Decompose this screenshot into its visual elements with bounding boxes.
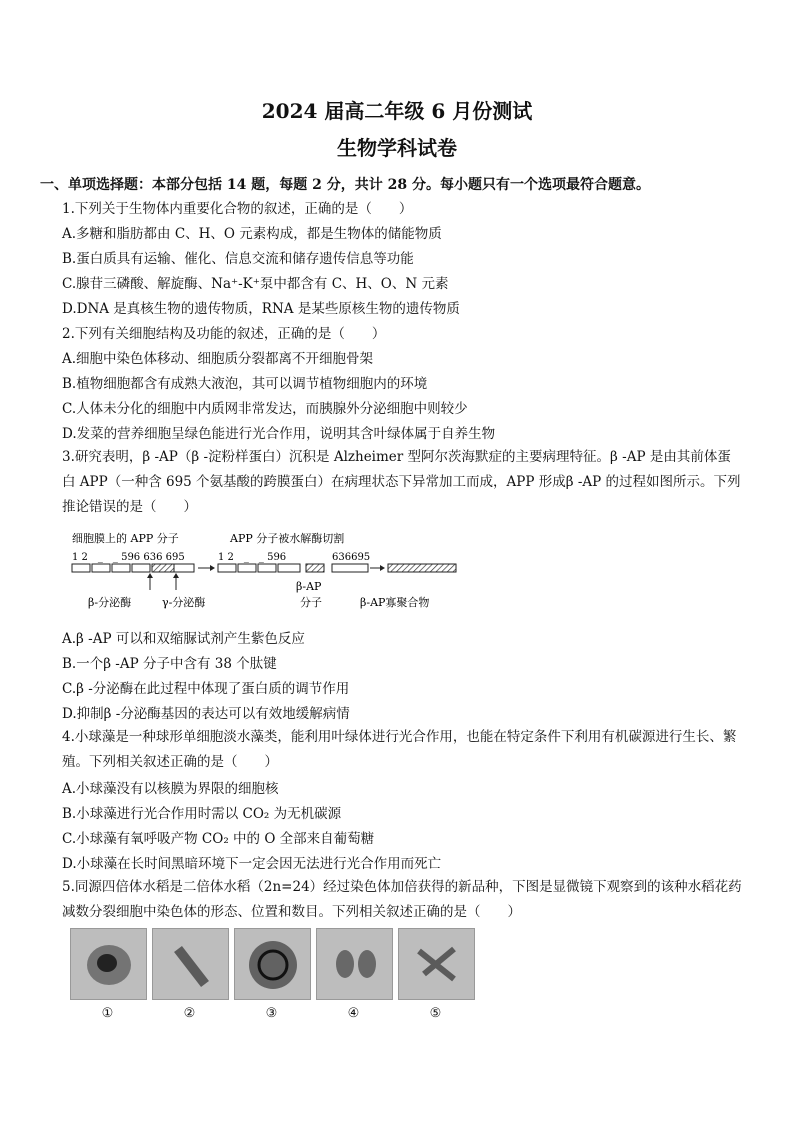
q3-stem: 3.研究表明，β -AP（β -淀粉样蛋白）沉积是 Alzheimer 型阿尔茨海默症的主要病理特征。β -AP 是由其前体蛋白 APP（一种含 695 个氨基酸的跨膜蛋白）在病理状态下异常加工而成，APP 形成β -AP 的过程如图所示。下列推论错误的是（ ） [62, 449, 741, 515]
q1-option-a: A.多糖和脂肪都由 C、H、O 元素构成，都是生物体的储能物质 [62, 226, 442, 242]
micrograph-3 [234, 928, 311, 1000]
q1-stem: 1.下列关于生物体内重要化合物的叙述，正确的是（ ） [62, 201, 413, 217]
fig-beta-secretase: β-分泌酶 [88, 596, 132, 609]
app-cut-chain [218, 564, 300, 572]
micrograph-label-4: ④ [347, 1006, 360, 1021]
q3-option-b: B.一个β -AP 分子中含有 38 个肽键 [62, 656, 277, 672]
q4-stem: 4.小球藻是一种球形单细胞淡水藻类，能利用叶绿体进行光合作用，也能在特定条件下利用有机碳源进行生长、繁殖。下列相关叙述正确的是（ ） [62, 729, 737, 770]
fig-nums-3: 636695 [332, 552, 371, 563]
q3-option-d: D.抑制β -分泌酶基因的表达可以有效地缓解病情 [62, 706, 350, 722]
q4-option-c: C.小球藻有氧呼吸产物 CO₂ 中的 O 全部来自葡萄糖 [62, 831, 375, 847]
section-heading: 一、单项选择题：本部分包括 14 题，每题 2 分，共计 28 分。每小题只有一个选项最符合题意。 [40, 177, 650, 193]
micrograph-label-2: ② [183, 1006, 196, 1021]
q1-option-d: D.DNA 是真核生物的遗传物质，RNA 是某些原核生物的遗传物质 [62, 301, 460, 317]
micrograph-2 [152, 928, 229, 1000]
meiosis-micrographs [70, 928, 480, 1028]
q1-option-b: B.蛋白质具有运输、催化、信息交流和储存遗传信息等功能 [62, 251, 414, 267]
q4-option-d: D.小球藻在长时间黑暗环境下一定会因无法进行光合作用而死亡 [62, 856, 442, 872]
arrow-2 [370, 565, 385, 571]
micrograph-label-5: ⑤ [429, 1006, 442, 1021]
fig-nums-1: 1 2 _ _ 596 636 695 [72, 552, 185, 563]
q4-option-a: A.小球藻没有以核膜为界限的细胞核 [62, 781, 279, 797]
micrograph-label-1: ① [101, 1006, 114, 1021]
micrograph-1 [70, 928, 147, 1000]
micrograph-5 [398, 928, 475, 1000]
q2-stem: 2.下列有关细胞结构及功能的叙述，正确的是（ ） [62, 326, 386, 342]
q5-stem: 5.同源四倍体水稻是二倍体水稻（2n=24）经过染色体加倍获得的新品种，下图是显微镜下观察到的该种水稻花药减数分裂细胞中染色体的形态、位置和数目。下列相关叙述正确的是（ ） [62, 879, 742, 920]
fig-beta-ap: β-AP [296, 580, 322, 593]
arrow-1 [198, 565, 215, 571]
micrograph-label-3: ③ [265, 1006, 278, 1021]
exam-subject: 生物学科试卷 [337, 136, 457, 160]
enzyme-arrow-beta [147, 573, 153, 590]
q2-option-c: C.人体未分化的细胞中内质网非常发达，而胰腺外分泌细胞中则较少 [62, 401, 468, 417]
micrograph-4 [316, 928, 393, 1000]
fig-molecule: 分子 [300, 596, 322, 609]
q1-option-c: C.腺苷三磷酸、解旋酶、Na⁺-K⁺泵中都含有 C、H、O、N 元素 [62, 276, 449, 292]
q2-option-a: A.细胞中染色体移动、细胞质分裂都离不开细胞骨架 [62, 351, 374, 367]
beta-ap-aggregate [388, 564, 456, 572]
exam-title: 2024 届高二年级 6 月份测试 [261, 99, 533, 123]
c-terminal-fragment [332, 564, 368, 572]
q4-option-b: B.小球藻进行光合作用时需以 CO₂ 为无机碳源 [62, 806, 342, 822]
fig-nums-2: 1 2 _ _ 596 [218, 552, 287, 563]
app-full-chain [72, 564, 194, 572]
q2-option-d: D.发菜的营养细胞呈绿色能进行光合作用，说明其含叶绿体属于自养生物 [62, 426, 496, 442]
q2-option-b: B.植物细胞都含有成熟大液泡，其可以调节植物细胞内的环境 [62, 376, 428, 392]
fig-aggregate: β-AP寡聚合物 [360, 596, 430, 609]
beta-ap-fragment [306, 564, 324, 572]
q3-option-a: A.β -AP 可以和双缩脲试剂产生紫色反应 [62, 631, 305, 647]
fig-label-hydrolysis: APP 分子被水解酶切割 [230, 532, 345, 545]
fig-label-app-membrane: 细胞膜上的 APP 分子 [72, 532, 179, 545]
q3-option-c: C.β -分泌酶在此过程中体现了蛋白质的调节作用 [62, 681, 350, 697]
enzyme-arrow-gamma [173, 573, 179, 590]
fig-gamma-secretase: γ-分泌酶 [162, 596, 206, 609]
app-processing-figure [70, 530, 460, 615]
